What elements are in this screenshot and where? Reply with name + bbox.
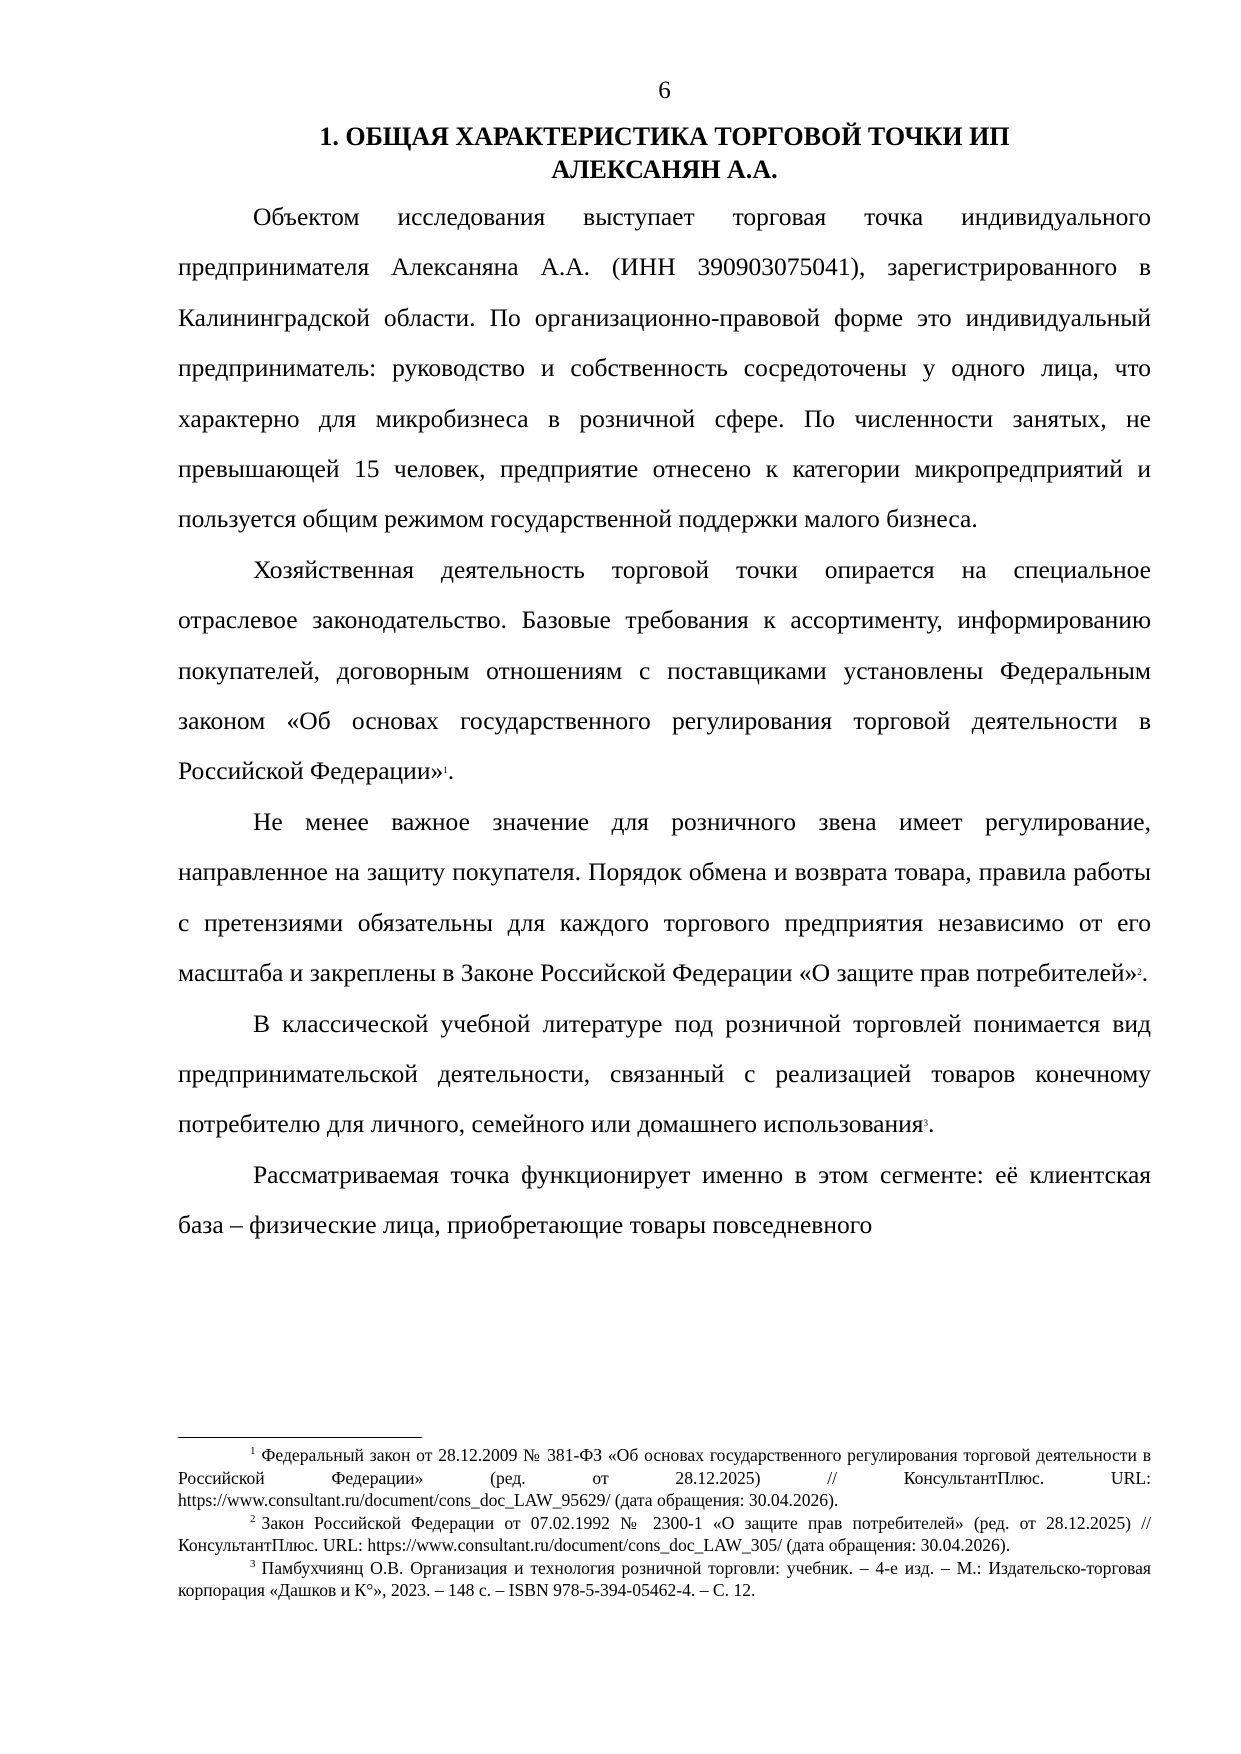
- paragraph-4-end: .: [928, 1109, 935, 1139]
- footnote-ref-1[interactable]: 1: [443, 765, 448, 776]
- footnote-ref-3[interactable]: 3: [923, 1118, 928, 1129]
- page-number: 6: [658, 77, 671, 104]
- paragraph-2-text: Хозяйственная деятельность торговой точки опирается на специальное отраслевое законодательство. Базовые требования к ассортименту, информированию покупателей, договорным отношениям с поставщиками установлены Федеральным законом «Об основах государственного регулирования торговой деятельности в Российской Федерации»: [178, 554, 1151, 786]
- body-text: [178, 192, 1151, 1251]
- footnote-text-2: Закон Российской Федерации от 07.02.1992 № 2300-1 «О защите прав потребителей» (ред. от 28.12.2025) // КонсультантПлюс. URL: https://www.consultant.ru/document/cons_doc_LAW_305/ (дата обращения: 30.04.2026).: [178, 1512, 1151, 1555]
- footnote-2: [178, 1512, 1151, 1557]
- chapter-title: [178, 120, 1151, 186]
- paragraph-2: [178, 545, 1151, 797]
- footnote-text-1: Федеральный закон от 28.12.2009 № 381-ФЗ «Об основах государственного регулирования торговой деятельности в Российской Федерации» (ред. от 28.12.2025) // КонсультантПлюс. URL: https://www.consultant.ru/document/cons_doc_LAW_95629/ (дата обращения: 30.04.2026).: [178, 1445, 1151, 1510]
- document-page: [178, 0, 1151, 1754]
- footnote-1: [178, 1444, 1151, 1512]
- footnote-mark-2: 2: [250, 1512, 256, 1525]
- footnote-separator: [178, 1437, 422, 1438]
- footnote-mark-3: 3: [250, 1557, 256, 1570]
- footnote-3: [178, 1557, 1151, 1602]
- paragraph-3-text: Не менее важное значение для розничного звена имеет регулирование, направленное на защиту покупателя. Порядок обмена и возврата товара, правила работы с претензиями обязательны для каждого торгового предприятия независимо от его масштаба и закреплены в Законе Российской Федерации «О защите прав потребителей»: [178, 806, 1151, 988]
- paragraph-3: [178, 797, 1151, 999]
- footnote-mark-1: 1: [250, 1445, 256, 1457]
- footnote-ref-2[interactable]: 2: [1137, 967, 1142, 978]
- paragraph-4: [178, 999, 1151, 1150]
- paragraph-2-end: .: [447, 756, 455, 786]
- footnotes: [178, 1444, 1151, 1602]
- footnote-text-3: Памбухчиянц О.В. Организация и технология розничной торговли: учебник. – 4-е изд. – М.: Издательско-торговая корпорация «Дашков и К°», 2023. – 148 с. – ISBN 978-5-394-05462-4. – С. 12.: [178, 1557, 1151, 1600]
- chapter-title-line-1: 1. ОБЩАЯ ХАРАКТЕРИСТИКА ТОРГОВОЙ ТОЧКИ ИП: [319, 122, 1010, 151]
- chapter-title-line-2: АЛЕКСАНЯН А.А.: [551, 155, 778, 184]
- paragraph-3-end: .: [1141, 958, 1149, 988]
- paragraph-1: Объектом исследования выступает торговая точка индивидуального предпринимателя Алексаняна А.А. (ИНН 390903075041), зарегистрированного в Калининградской области. По организационно-правовой форме это индивидуальный предприниматель: руководство и собственность сосредоточены у одного лица, что характерно для микробизнеса в розничной сфере. По численности занятых, не превышающей 15 человек, предприятие отнесено к категории микропредприятий и пользуется общим режимом государственной поддержки малого бизнеса.: [178, 202, 1151, 534]
- paragraph-4-text: В классической учебной литературе под розничной торговлей понимается вид предпринимательской деятельности, связанный с реализацией товаров конечному потребителю для личного, семейного или домашнего использования: [178, 1008, 1151, 1139]
- paragraph-5: Рассматриваемая точка функционирует именно в этом сегменте: её клиентская база – физические лица, приобретающие товары повседневного: [178, 1159, 1151, 1240]
